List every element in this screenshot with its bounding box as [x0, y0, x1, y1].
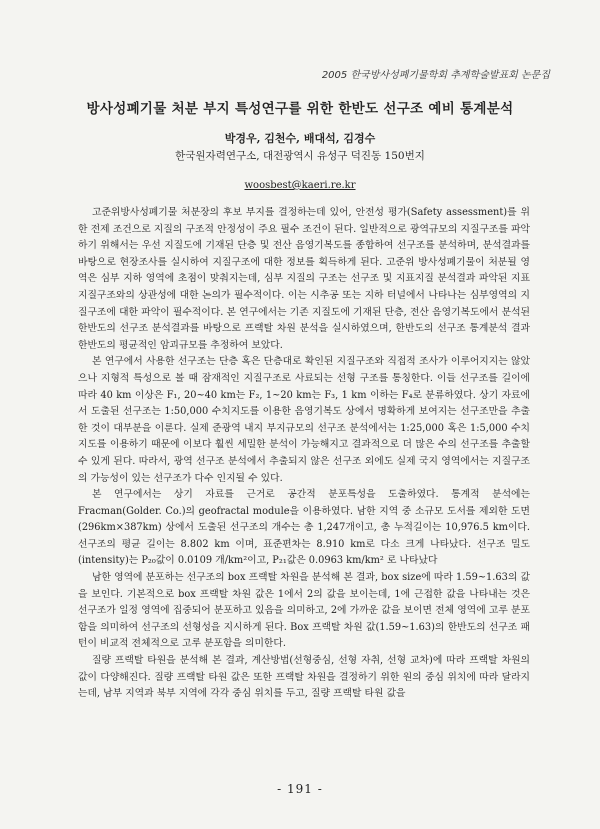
paragraph: 고준위방사성폐기물 처분장의 후보 부지를 결정하는데 있어, 안전성 평가(Safety assessment)를 위한 전제 조건으로 지질의 구조적 안정성이 주요 필수 조건이 된다. 일반적으로 광역규모의 지질구조를 파악하기 위해서는 우선 지질도에 기재된 단층 및 전산 음영기복도를 종합하여 선구조를 분석하며, 분석결과를 바탕으로 현장조사를 실시하여 지질구조에 대한 정보를 획득하게 된다. 고준위 방사성폐기물이 처분될 영역은 심부 지하 영역에 초점이 맞춰지는데, 심부 지질의 구조는 선구조 및 지표지질 분석결과 파악된 지표 지질구조와의 상관성에 대한 논의가 필수적이다. 이는 시추공 또는 지하 터널에서 나타나는 심부영역의 지질구조에 대한 파악이 필수적이다. 본 연구에서는 기존 지질도에 기재된 단층, 전산 음영기복도에서 분석된 한반도의 선구조 분석결과를 바탕으로 프랙탈 차원 분석을 실시하였으며, 한반도의 선구조 통계분석 결과 한반도의 평균적인 암괴규모를 추정하여 보았다. — [78, 207, 530, 351]
proceedings-header: 2005 한국방사성폐기물학회 추계학술발표회 논문집 — [321, 70, 550, 81]
paper-body — [78, 205, 530, 703]
paragraph: 남한 영역에 분포하는 선구조의 box 프랙탈 차원을 분석해 본 결과, box size에 따라 1.59~1.63의 값을 보인다. 기본적으로 box 프랙탈 차원 값은 1에서 2의 값을 보이는데, 1에 근접한 값을 나타내는 것은 선구조가 일정 영역에 집중되어 분포하고 있음을 의미하고, 2에 가까운 값을 보이면 전체 영역에 고루 분포함을 의미하여 선구조의 선형성을 지시하게 된다. Box 프랙탈 차원 값(1.59~1.63)의 한반도의 선구조 패턴이 비교적 전체적으로 고루 분포함을 의미한다. — [78, 572, 530, 650]
author-list: 박경우, 김천수, 배대석, 김경수 — [224, 132, 376, 145]
affiliation: 한국원자력연구소, 대전광역시 유성구 덕진동 150번지 — [175, 150, 425, 162]
email-link[interactable]: woosbest@kaeri.re.kr — [244, 180, 356, 191]
paper-title: 방사성폐기물 처분 부지 특성연구를 위한 한반도 선구조 예비 통계분석 — [86, 101, 514, 117]
paragraph: 질량 프랙탈 타원을 분석해 본 결과, 계산방법(선형중심, 선형 자취, 선형 교차)에 따라 프랙탈 차원의 값이 다양해진다. 질량 프랙탈 타원 값은 또한 프랙탈 차원을 결정하기 위한 원의 중심 위치에 따라 달라지는데, 남부 지역과 북부 지역에 각각 중심 위치를 두고, 질량 프랙탈 타원 값을 — [78, 655, 530, 700]
paragraph: 본 연구에서는 상기 자료를 근거로 공간적 분포특성을 도출하였다. 통계적 분석에는 Fracman(Golder. Co.)의 geofractal module을 이용하였다. 남한 지역 중 소규모 도서를 제외한 도면 (296km×387km) 상에서 도출된 선구조의 개수는 총 1,247개이고, 총 누적길이는 10,976.5 km이다. 선구조의 평균 길이는 8.802 km 이며, 표준편차는 8.910 km로 다소 크게 나타났다. 선구조 밀도(intensity)는 P₂₀값이 0.0109 개/km²이고, P₂₁값은 0.0963 km/km² 로 나타났다 — [78, 489, 530, 567]
paragraph: 본 연구에서 사용한 선구조는 단층 혹은 단층대로 확인된 지질구조와 직접적 조사가 이루어지지는 않았으나 지형적 특성으로 볼 때 잠재적인 지질구조로 사료되는 선형 구조를 통칭한다. 이들 선구조를 길이에 따라 40 km 이상은 F₁, 20~40 km는 F₂, 1~20 km는 F₃, 1 km 이하는 F₄로 분류하였다. 상기 자료에서 도출된 선구조는 1:50,000 수치지도를 이용한 음영기복도 상에서 명확하게 보여지는 선구조만을 추출한 것이 대부분을 이룬다. 실제 준광역 내지 부지규모의 선구조 분석에서는 1:25,000 혹은 1:5,000 수치지도를 이용하기 때문에 이보다 훨씬 세밀한 분석이 가능해지고 결과적으로 더 많은 수의 선구조를 추출할 수 있게 된다. 따라서, 광역 선구조 분석에서 추출되지 않은 선구조 외에도 실제 국지 영역에서는 지질구조의 가능성이 있는 선구조가 다수 인지될 수 있다. — [78, 356, 530, 484]
page-number: - 191 - — [277, 782, 323, 796]
